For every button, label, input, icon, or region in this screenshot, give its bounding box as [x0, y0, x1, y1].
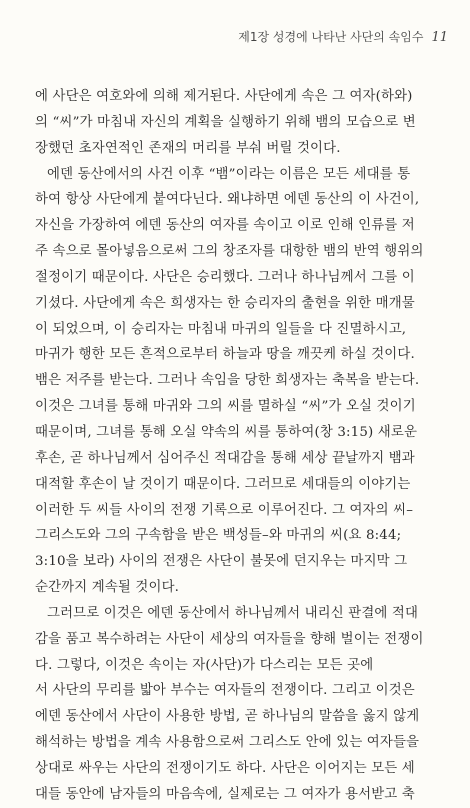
text-line: 에 사단은 여호와에 의해 제거된다. 사단에게 속은 그 여자(하와)	[35, 89, 413, 104]
paragraph-start-line: 에덴 동산에서의 사건 이후 “뱀”이라는 이름은 모든 세대를 통	[47, 166, 411, 182]
text-line: 마귀가 행한 모든 흔적으로부터 하늘과 땅을 깨끗케 하실 것이다.	[35, 347, 415, 363]
text-line: 기셨다. 사단에게 속은 희생자는 한 승리자의 출현을 위한 매개물	[35, 295, 415, 311]
chapter-title: 제1장 성경에 나타난 사단의 속임수	[238, 30, 424, 44]
text-line: 의 “씨”가 마침내 자신의 계획을 실행하기 위해 뱀의 모습으로 변	[35, 114, 416, 130]
text-line: 대적할 후손이 날 것이기 때문이다. 그러므로 세대들의 이야기는	[35, 476, 411, 492]
text-line: 자신을 가장하여 에덴 동산의 여자를 속이고 이로 인해 인류를 저	[35, 218, 415, 234]
text-line: 주 속으로 몰아넣음으로써 그의 창조자를 대항한 뱀의 반역 행위의	[35, 244, 424, 260]
text-line: 이 되었으며, 이 승리자는 마침내 마귀의 일들을 다 진멸하시고,	[35, 321, 407, 337]
text-line: 대들 동안에 남자들의 마음속에, 실제로는 그 여자가 용서받고 축	[35, 786, 415, 802]
text-line: 3:10을 보라) 사이의 전쟁은 사단이 불못에 던지우는 마지막 그	[35, 554, 408, 570]
text-line: 감을 품고 복수하려는 사단이 세상의 여자들을 향해 벌이는 전쟁이	[35, 631, 424, 647]
text-line: 이것은 그녀를 통해 마귀와 그의 씨를 멸하실 “씨”가 오실 것이기	[35, 399, 416, 415]
text-line: 하여 항상 사단에게 붙여다닌다. 왜냐하면 에덴 동산의 이 사건이,	[35, 192, 420, 208]
body-text	[35, 84, 443, 808]
text-line: 에덴 동산에서 사단이 사용한 방법, 곧 하나님의 말씀을 옳지 않게	[35, 709, 420, 725]
text-line: 상대로 싸우는 사단의 전쟁이기도 하다. 사단은 이어지는 모든 세	[35, 760, 415, 776]
text-line: 서 사단의 무리를 밟아 부수는 여자들의 전쟁이다. 그리고 이것은	[35, 683, 415, 699]
text-line: 뱀은 저주를 받는다. 그러나 속임을 당한 희생자는 축복을 받는다.	[35, 373, 420, 389]
paragraph-start-line: 그러므로 이것은 에덴 동산에서 하나님께서 내리신 판결에 적대	[47, 605, 419, 621]
text-line: 그리스도와 그의 구속함을 받은 백성들–와 마귀의 씨(요 8:44;	[35, 528, 402, 544]
text-line: 장했던 초자연적인 존재의 머리를 부숴 버릴 것이다.	[35, 140, 341, 156]
text-line: 절정이기 때문이다. 사단은 승리했다. 그러나 하나님께서 그를 이	[35, 269, 415, 285]
running-header	[238, 28, 448, 45]
page-number: 11	[431, 30, 448, 45]
text-line: 후손, 곧 하나님께서 심어주신 적대감을 통해 세상 끝날까지 뱀과	[35, 450, 415, 466]
text-line: 다. 그렇다, 이것은 속이는 자(사단)가 다스리는 모든 곳에	[35, 657, 374, 673]
text-line: 해석하는 방법을 계속 사용함으로써 그리스도 안에 있는 여자들을	[35, 735, 420, 751]
text-line: 이러한 두 씨들 사이의 전쟁 기록으로 이루어진다. 그 여자의 씨–	[35, 502, 414, 518]
text-line: 순간까지 계속될 것이다.	[35, 580, 180, 596]
text-line: 때문이며, 그녀를 통해 오실 약속의 씨를 통하여(창 3:15) 새로운	[35, 424, 418, 440]
